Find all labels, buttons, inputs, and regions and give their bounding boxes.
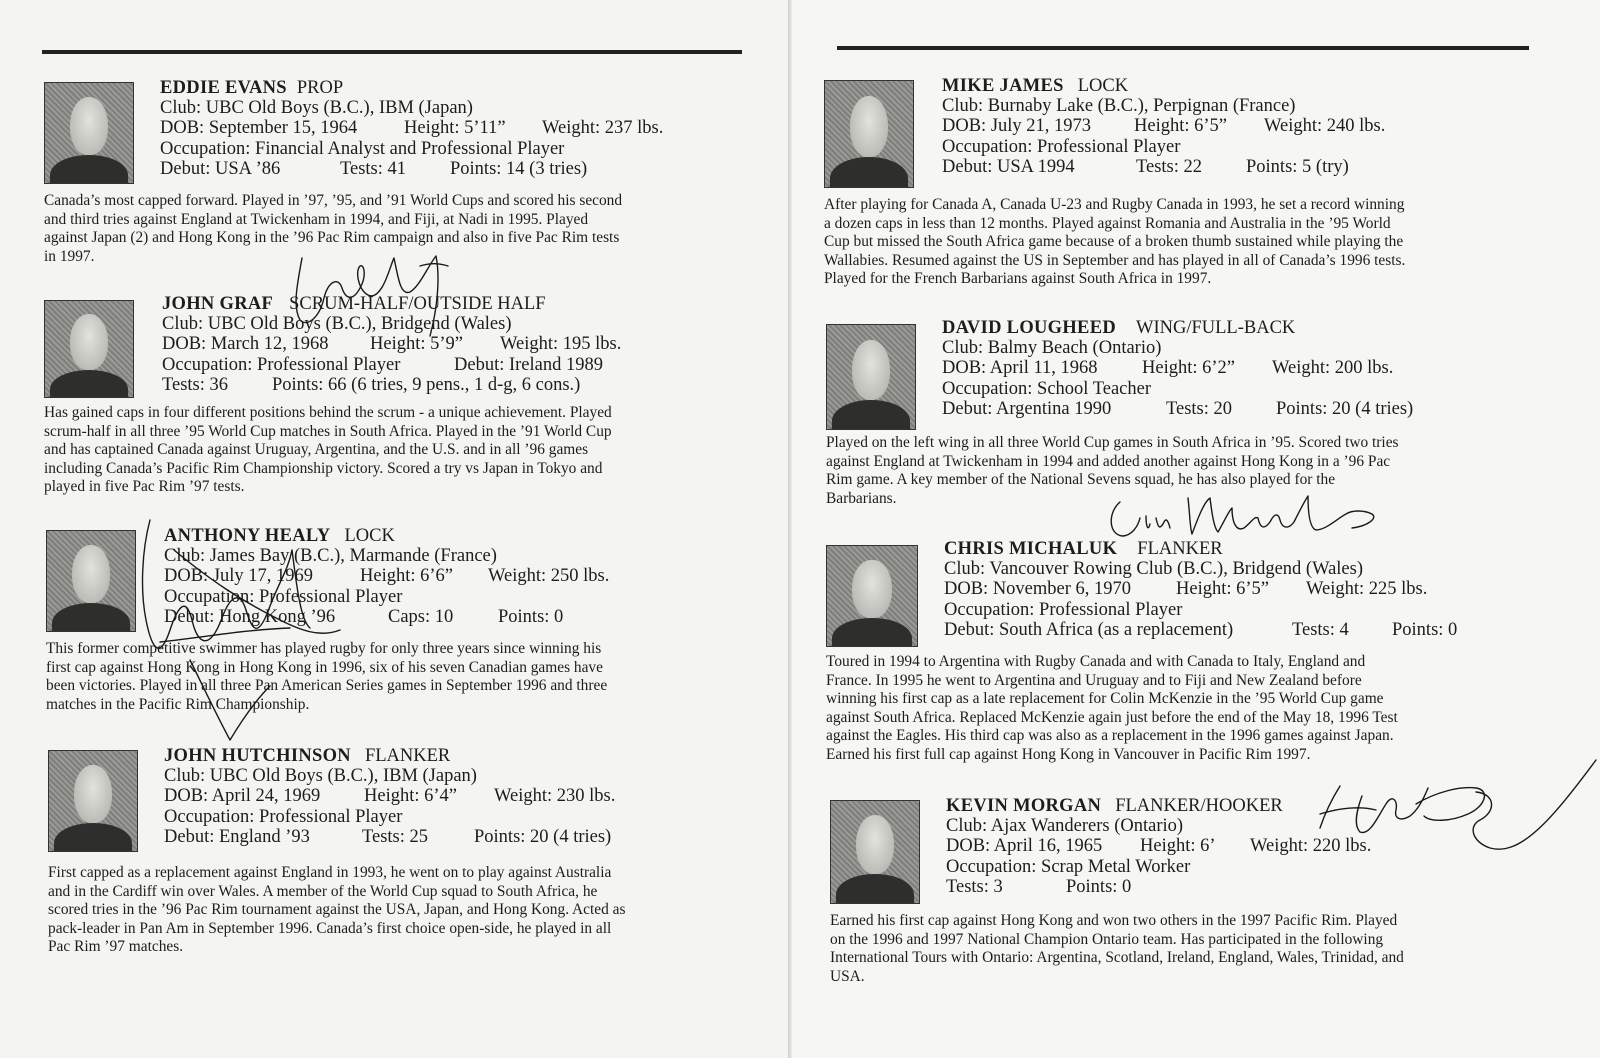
player-tests: Tests: 20 (1166, 398, 1233, 419)
player-debut: Debut: Hong Kong ’96 (164, 606, 336, 627)
player-name: CHRIS MICHALUK (944, 539, 1118, 559)
player-photo (46, 530, 136, 632)
player-photo (824, 80, 914, 188)
bio-line: Has gained caps in four different positions behind the scrum - a unique achievement. Played (44, 404, 612, 421)
player-tests: Tests: 22 (1136, 156, 1203, 177)
bio-line: been victories. Played in all three Pan American Series games in September 1996 and three (46, 677, 608, 695)
bio-line: against South Africa. Replaced McKenzie again just before the end of the May 18, 1996 Test (826, 708, 1398, 726)
player-position: FLANKER (364, 746, 451, 766)
bio-line: scored tries in the ’96 Pac Rim tournament against the USA, Japan, and Hong Kong. Acted as (48, 901, 626, 919)
bio-line: Earned his first cap against Hong Kong and won two others in the 1997 Pacific Rim. Played (830, 912, 1398, 929)
player-club: Club: Burnaby Lake (B.C.), Perpignan (France) (942, 96, 1296, 117)
player-occupation: Occupation: Scrap Metal Worker (946, 856, 1191, 877)
bio-line: pack-leader in Pan Am in September 1996. Canada’s first choice open-side, he played in all (48, 919, 612, 937)
player-club: Club: UBC Old Boys (B.C.), IBM (Japan) (160, 98, 473, 119)
player-tests: Tests: 4 (1292, 619, 1349, 640)
bio-line: matches in the Pacific Rim Championship. (46, 695, 310, 713)
player-height: Height: 5’11” (404, 118, 506, 139)
bio-line: Played on the left wing in all three World Cup games in South Africa in ’95. Scored two tries (826, 434, 1399, 451)
player-bio (48, 864, 748, 957)
player-weight: Weight: 230 lbs. (494, 786, 616, 807)
player-entry-david-lougheed (826, 318, 1566, 514)
player-debut: Debut: USA 1994 (942, 156, 1075, 177)
player-dob: DOB: July 21, 1973 (942, 116, 1092, 137)
player-position: WING/FULL-BACK (1136, 318, 1296, 338)
player-photo (44, 82, 134, 184)
player-occupation: Occupation: Professional Player (164, 586, 403, 607)
player-position: LOCK (344, 526, 395, 546)
player-weight: Weight: 250 lbs. (488, 566, 610, 587)
bio-line: This former competitive swimmer has played rugby for only three years since winning his (46, 640, 602, 657)
player-position: LOCK (1077, 76, 1129, 96)
player-bio (46, 640, 746, 714)
player-entry-mike-james (824, 76, 1564, 290)
player-occupation: Occupation: Professional Player (162, 354, 401, 375)
left-page (0, 0, 790, 1058)
player-position: FLANKER/HOOKER (1115, 796, 1283, 816)
player-weight: Weight: 225 lbs. (1306, 579, 1428, 600)
player-tests: Caps: 10 (388, 606, 454, 627)
player-name: KEVIN MORGAN (946, 796, 1102, 816)
bio-line: and in the Cardiff win over Wales. A member of the World Cup squad to South Africa, he (48, 882, 598, 900)
player-name: JOHN HUTCHINSON (164, 746, 351, 766)
bio-line: Earned his first full cap against Hong Kong in Vancouver in Pacific Rim 1997. (826, 745, 1311, 763)
player-weight: Weight: 237 lbs. (542, 118, 664, 139)
top-rule (837, 46, 1529, 50)
right-page (792, 0, 1600, 1058)
player-dob: DOB: September 15, 1964 (160, 118, 358, 139)
player-photo (44, 300, 134, 398)
player-club: Club: Balmy Beach (Ontario) (942, 338, 1162, 359)
player-height: Height: 6’2” (1142, 358, 1235, 379)
player-tests: Tests: 36 (162, 374, 229, 395)
player-club: Club: Ajax Wanderers (Ontario) (946, 816, 1184, 837)
player-height: Height: 5’9” (370, 334, 463, 355)
player-weight: Weight: 200 lbs. (1272, 358, 1394, 379)
bio-line: scrum-half in all three ’95 World Cup matches in South Africa. Played in the ’91 World Cup (44, 422, 612, 440)
player-tests: Tests: 3 (946, 876, 1003, 897)
bio-line: against Japan (2) and Hong Kong in the ’96 Pac Rim campaign and also in five Pac Rim tests (44, 229, 620, 247)
bio-line: including Canada’s Pacific Rim Championship victory. Scored a try vs Japan in Tokyo and (44, 459, 603, 477)
player-occupation: Occupation: Professional Player (164, 806, 403, 827)
player-name: MIKE JAMES (942, 76, 1064, 96)
bio-line: Pac Rim ’97 matches. (48, 938, 184, 956)
bio-line: Toured in 1994 to Argentina with Rugby Canada and with Canada to Italy, England and (826, 653, 1366, 670)
top-rule (42, 50, 742, 54)
player-bio (44, 192, 744, 266)
player-bio (826, 653, 1566, 765)
player-dob: DOB: November 6, 1970 (944, 579, 1132, 600)
bio-line: first cap against Hong Kong in Hong Kong in 1996, six of his seven Canadian games have (46, 658, 603, 676)
bio-line: Canada’s most capped forward. Played in ’97, ’95, and ’91 World Cups and scored his second (44, 192, 623, 209)
player-name: JOHN GRAF (162, 294, 274, 314)
player-points: Points: 66 (6 tries, 9 pens., 1 d-g, 6 cons.) (272, 374, 581, 395)
player-name: ANTHONY HEALY (164, 526, 331, 546)
bio-line: and third tries against England at Twickenham in 1994, and Fiji, at Nadi in 1995. Played (44, 210, 589, 228)
player-debut: Debut: England ’93 (164, 826, 310, 847)
bio-line: International Tours with Ontario: Argentina, Scotland, Ireland, England, Wales, Trinidad, and (830, 949, 1404, 967)
player-height: Height: 6’ (1140, 836, 1216, 857)
player-dob: DOB: April 11, 1968 (942, 358, 1098, 379)
player-weight: Weight: 220 lbs. (1250, 836, 1372, 857)
player-position: FLANKER (1137, 539, 1223, 559)
player-weight: Weight: 240 lbs. (1264, 116, 1386, 137)
player-entry-john-hutchinson (48, 746, 748, 970)
player-occupation: Occupation: Financial Analyst and Professional Player (160, 138, 565, 159)
bio-line: played in five Pac Rim ’97 tests. (44, 478, 245, 496)
player-debut: Debut: Argentina 1990 (942, 398, 1112, 419)
player-entry-john-graf (44, 294, 744, 500)
player-points: Points: 20 (4 tries) (1276, 398, 1414, 419)
bio-line: After playing for Canada A, Canada U-23 and Rugby Canada in 1993, he set a record winning (824, 196, 1405, 213)
player-club: Club: UBC Old Boys (B.C.), Bridgend (Wales) (162, 314, 512, 335)
bio-line: Played for the French Barbarians against South Africa in 1997. (824, 270, 1212, 288)
player-points: Points: 0 (1066, 876, 1132, 897)
player-position: SCRUM-HALF/OUTSIDE HALF (289, 294, 546, 314)
player-photo (48, 750, 138, 852)
bio-line: Cup but missed the South Africa game because of a broken thumb sustained while playing the (824, 233, 1404, 251)
player-height: Height: 6’4” (364, 786, 457, 807)
player-name: DAVID LOUGHEED (942, 318, 1116, 338)
player-club: Club: James Bay (B.C.), Marmande (France) (164, 546, 497, 567)
bio-line: in 1997. (44, 247, 95, 265)
player-height: Height: 6’5” (1176, 579, 1269, 600)
player-entry-chris-michaluk (826, 539, 1566, 775)
player-debut: Debut: Ireland 1989 (454, 354, 603, 375)
player-photo (826, 324, 916, 430)
player-points: Points: 0 (498, 606, 564, 627)
player-height: Height: 6’5” (1134, 116, 1227, 137)
player-club: Club: Vancouver Rowing Club (B.C.), Bridgend (Wales) (944, 559, 1363, 580)
player-points: Points: 20 (4 tries) (474, 826, 612, 847)
player-points: Points: 14 (3 tries) (450, 158, 588, 179)
player-weight: Weight: 195 lbs. (500, 334, 622, 355)
bio-line: a dozen caps in less than 12 months. Played against Romania and Australia in the ’95 World (824, 214, 1391, 232)
player-name: EDDIE EVANS (160, 78, 287, 98)
bio-line: against England at Twickenham in 1994 and added another against Hong Kong in a ’96 Pac (826, 452, 1391, 470)
player-entry-kevin-morgan (830, 796, 1570, 1000)
player-position: PROP (296, 78, 344, 98)
bio-line: USA. (830, 967, 865, 985)
player-dob: DOB: April 16, 1965 (946, 836, 1103, 857)
player-entry-eddie-evans (44, 78, 744, 272)
bio-line: France. In 1995 he went to Argentina and Uruguay and to Fiji and New Zealand before (826, 671, 1362, 689)
player-photo (830, 800, 920, 904)
bio-line: First capped as a replacement against England in 1993, he went on to play against Australia (48, 864, 612, 881)
player-tests: Tests: 41 (340, 158, 407, 179)
player-photo (826, 545, 918, 647)
player-bio (826, 434, 1566, 508)
bio-line: Wallabies. Resumed against the US in September and has played in all of Canada’s 1996 tests. (824, 251, 1406, 269)
bio-line: against the Eagles. His third cap was also as a replacement in the 1996 games against Japan. (826, 727, 1394, 745)
bio-line: on the 1996 and 1997 National Champion Ontario team. Has participated in the following (830, 930, 1384, 948)
bio-line: Rim game. A key member of the National Sevens squad, he has also played for the (826, 471, 1336, 489)
player-debut: Debut: USA ’86 (160, 158, 281, 179)
player-points: Points: 0 (1392, 619, 1458, 640)
player-dob: DOB: March 12, 1968 (162, 334, 329, 355)
player-bio (44, 404, 744, 497)
player-bio (824, 196, 1564, 289)
player-debut: Debut: South Africa (as a replacement) (944, 619, 1234, 640)
player-dob: DOB: July 17, 1969 (164, 566, 314, 587)
player-club: Club: UBC Old Boys (B.C.), IBM (Japan) (164, 766, 477, 787)
player-entry-anthony-healy (46, 526, 746, 720)
player-occupation: Occupation: Professional Player (942, 136, 1181, 157)
bio-line: and has captained Canada against Uruguay, Argentina, and the U.S. and in all ’96 games (44, 441, 589, 459)
player-occupation: Occupation: School Teacher (942, 378, 1151, 399)
bio-line: Barbarians. (826, 489, 897, 507)
player-points: Points: 5 (try) (1246, 156, 1349, 177)
player-dob: DOB: April 24, 1969 (164, 786, 321, 807)
player-bio (830, 912, 1570, 986)
player-occupation: Occupation: Professional Player (944, 599, 1183, 620)
player-height: Height: 6’6” (360, 566, 453, 587)
player-tests: Tests: 25 (362, 826, 429, 847)
bio-line: winning his first cap as a late replacement for Colin McKenzie in the ’95 World Cup game (826, 690, 1384, 708)
